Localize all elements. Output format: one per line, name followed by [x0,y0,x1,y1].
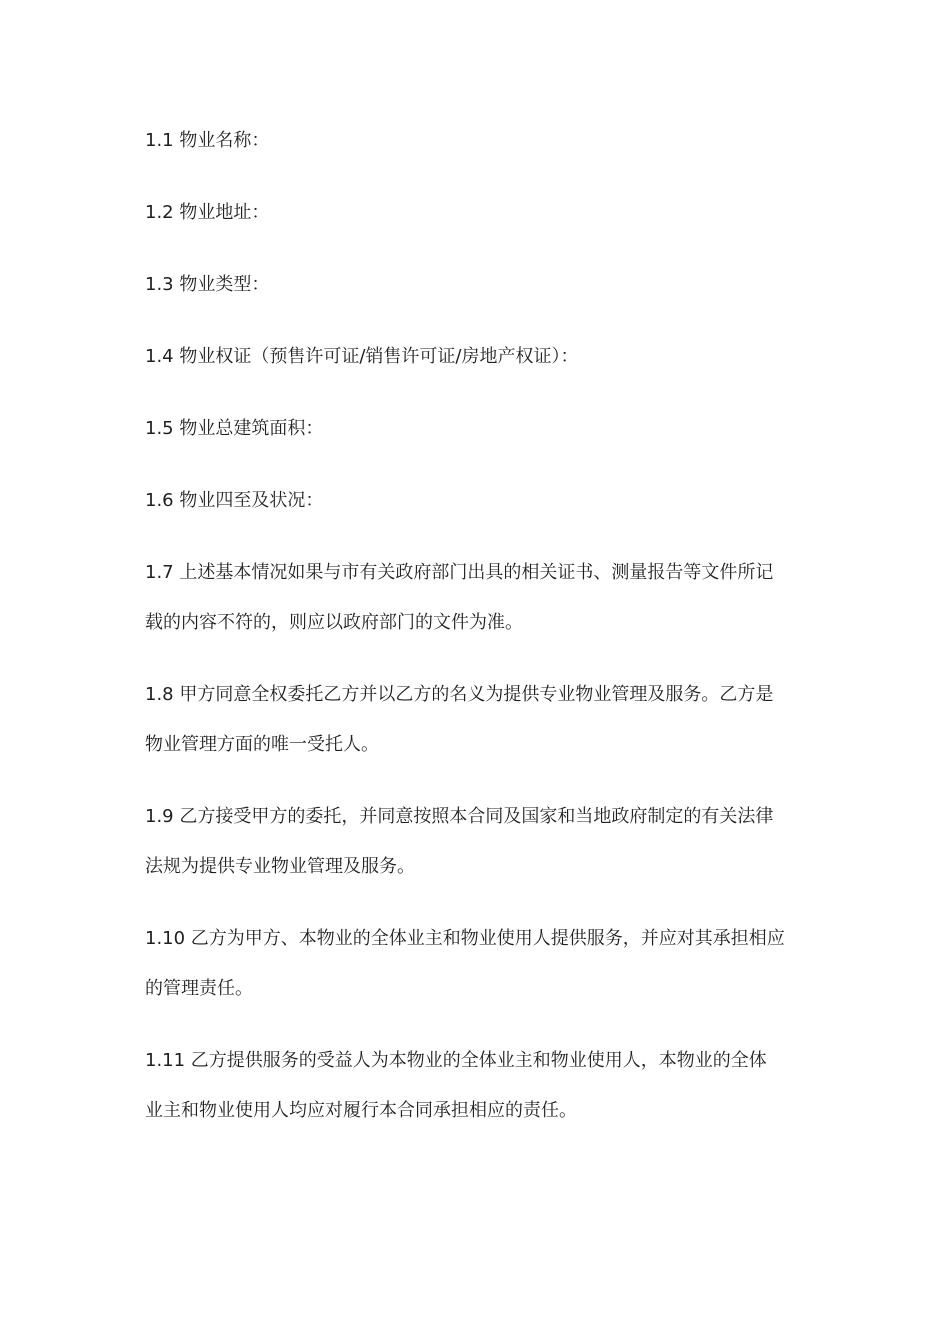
clause-line: 1.5 物业总建筑面积： [145,418,324,439]
clause-1-9 [145,799,815,885]
clause-line: 1.10 乙方为甲方、本物业的全体业主和物业使用人提供服务，并应对其承担相应 [145,928,785,949]
clause-line: 的管理责任。 [145,978,253,999]
clause-1-8 [145,677,815,763]
clause-line: 载的内容不符的，则应以政府部门的文件为准。 [145,612,523,633]
clause-line: 物业管理方面的唯一受托人。 [145,734,379,755]
clause-1-5 [145,411,815,447]
clause-1-7 [145,555,815,641]
clause-line: 1.1 物业名称： [145,130,270,151]
clause-line: 1.6 物业四至及状况： [145,490,324,511]
clause-1-11 [145,1043,815,1129]
clause-1-3 [145,267,815,303]
clause-line: 1.2 物业地址： [145,202,270,223]
clause-line: 1.8 甲方同意全权委托乙方并以乙方的名义为提供专业物业管理及服务。乙方是 [145,684,774,705]
clause-1-10 [145,921,815,1007]
clause-line: 法规为提供专业物业管理及服务。 [145,856,415,877]
clause-line: 1.4 物业权证（预售许可证/销售许可证/房地产权证）： [145,346,579,367]
clause-1-6 [145,483,815,519]
clause-line: 1.9 乙方接受甲方的委托，并同意按照本合同及国家和当地政府制定的有关法律 [145,806,774,827]
clause-1-1 [145,123,815,159]
clause-line: 1.3 物业类型： [145,274,270,295]
clause-line: 业主和物业使用人均应对履行本合同承担相应的责任。 [145,1100,577,1121]
clause-line: 1.7 上述基本情况如果与市有关政府部门出具的相关证书、测量报告等文件所记 [145,562,774,583]
clause-line: 1.11 乙方提供服务的受益人为本物业的全体业主和物业使用人，本物业的全体 [145,1050,767,1071]
clause-1-2 [145,195,815,231]
clause-1-4 [145,339,815,375]
